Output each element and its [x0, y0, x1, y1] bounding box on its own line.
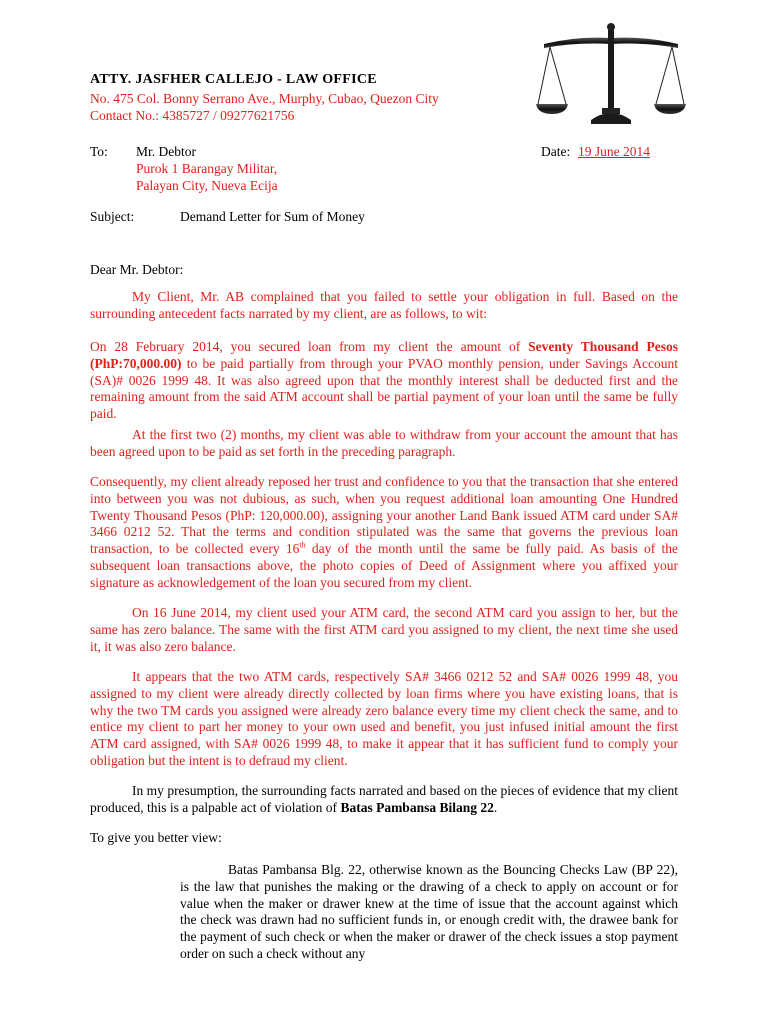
- paragraph-7-text-a: In my presumption, the surrounding facts narrated and based on the pieces of evidence that my client produced, this is a palpable act of violation of: [90, 783, 678, 815]
- date-value: 19 June 2014: [578, 144, 650, 159]
- quoted-law-paragraph: Batas Pambansa Blg. 22, otherwise known as the Bouncing Checks Law (BP 22), is the law that punishes the making or the drawing of a check to apply on account or for value when the maker or drawer knew at the time of issue that the account against which the check was drawn had no sufficient funds in, or enough credit with, the drawee bank for the payment of such check or when the maker or drawer of the check issues a stop payment order on such a check without any: [180, 862, 678, 961]
- paragraph-7-text-c: .: [493, 799, 498, 815]
- paragraph-4: [90, 474, 678, 592]
- recipient-name: Mr. Debtor: [136, 144, 196, 159]
- firm-contact: Contact No.: 4385727 / 09277621756: [90, 108, 295, 123]
- scales-of-justice-icon: [536, 18, 686, 128]
- paragraph-1: My Client, Mr. AB complained that you failed to settle your obligation in full. Based on the surrounding antecedent facts narrated by my client, are as follows, to wit:: [90, 289, 678, 321]
- paragraph-5: On 16 June 2014, my client used your ATM card, the second ATM card you assign to her, but the same has zero balance. The same with the first ATM card you assigned to my client, the next time she used it, it was also zero balance.: [90, 605, 678, 654]
- paragraph-4-text-a: Consequently, my client already reposed her trust and confidence to you that the transaction that she entered into between you was not dubious, as such, when you request additional loan amounting One Hundred Twenty Thousand Pesos (PhP: 120,000.00), assigning your another Land Bank issued ATM card under SA# 3466 0212 52. That the terms and condition stipulated was the same that governs the previous loan transaction, to be collected every 16: [90, 474, 678, 557]
- recipient-address-line2: Palayan City, Nueva Ecija: [136, 178, 278, 193]
- loan-amount-bold: Seventy Thousand Pesos (PhP:70,000.00): [90, 339, 678, 371]
- firm-address: No. 475 Col. Bonny Serrano Ave., Murphy, Cubao, Quezon City: [90, 91, 439, 106]
- paragraph-8: To give you better view:: [90, 830, 222, 845]
- paragraph-2: [90, 339, 678, 423]
- subject-label: Subject:: [90, 209, 135, 224]
- subject-value: Demand Letter for Sum of Money: [180, 209, 365, 224]
- paragraph-3: At the first two (2) months, my client was able to withdraw from your account the amount that has been agreed upon to be paid as set forth in the preceding paragraph.: [90, 427, 678, 459]
- paragraph-7: [90, 783, 678, 817]
- recipient-address-line1: Purok 1 Barangay Militar,: [136, 161, 278, 176]
- law-name-bold: Batas Pambansa Bilang 22: [340, 799, 494, 815]
- ordinal-superscript: th: [299, 540, 306, 550]
- paragraph-4-text-b: day of the month until the same be fully paid. As basis of the subsequent loan transactions above, the photo copies of Deed of Assignment where you affixed your signature as acknowledgement of the loan you secured from my client.: [90, 541, 678, 590]
- salutation: Dear Mr. Debtor:: [90, 262, 184, 277]
- firm-name: ATTY. JASFHER CALLEJO - LAW OFFICE: [90, 72, 377, 87]
- paragraph-6: It appears that the two ATM cards, respectively SA# 3466 0212 52 and SA# 0026 1999 48, you assigned to my client were already directly collected by loan firms where you have existing loans, that is why the two TM cards you assigned were already zero balance every time my client check the same, and to entice my client to part her money to your own used and benefit, you just infused initial amount the first ATM card assigned, with SA# 0026 1999 48, to make it appear that it has sufficient fund to comply your obligation but the intent is to defraud my client.: [90, 669, 678, 768]
- date-label: Date:: [541, 144, 571, 159]
- paragraph-2-text-c: to be paid partially from through your PVAO monthly pension, under Savings Account (SA)# 0026 1999 48. It was also agreed upon that the monthly interest shall be deducted first and the remaining amount from the said ATM account shall be partial payment of your loan until the same be fully paid.: [90, 355, 678, 422]
- to-label: To:: [90, 144, 108, 159]
- paragraph-2-text-a: On 28 February 2014, you secured loan from my client the amount of: [90, 339, 529, 354]
